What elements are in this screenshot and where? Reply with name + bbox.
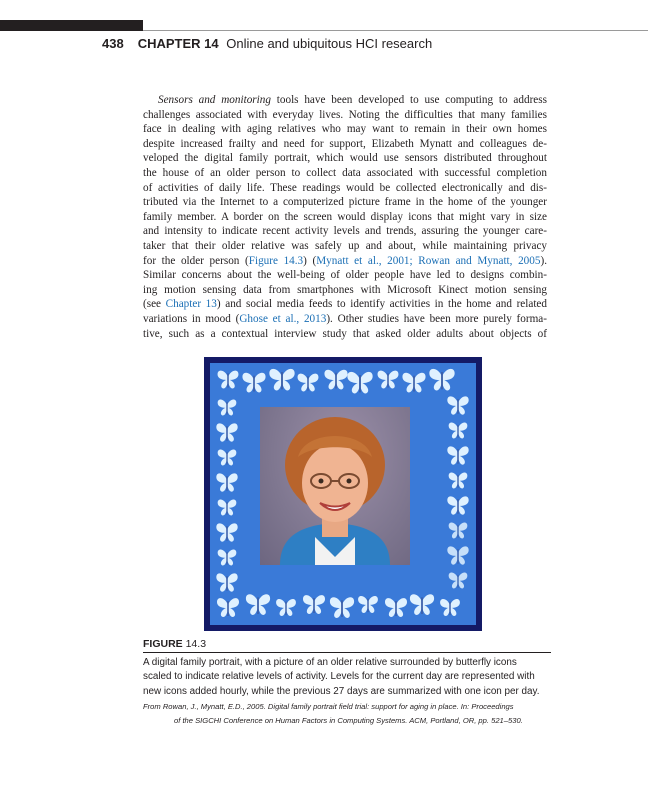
running-header — [102, 36, 432, 51]
butterfly-icon — [440, 599, 460, 616]
butterfly-icon — [378, 371, 399, 389]
butterfly-icon — [216, 473, 237, 491]
cross-reference-link[interactable]: Ghose et al., 2013 — [239, 312, 327, 325]
butterfly-border — [210, 363, 476, 625]
butterfly-icon — [216, 573, 237, 591]
cross-reference-link[interactable]: Chapter 13 — [165, 298, 217, 311]
butterfly-icon — [410, 594, 434, 615]
butterfly-icon — [429, 369, 454, 391]
page-number: 438 — [102, 36, 124, 51]
butterfly-icon — [402, 373, 425, 393]
body-line: (see Chapter 13) and social media feeds to identify activities in the home and related — [143, 298, 547, 311]
butterfly-icon — [269, 369, 294, 391]
butterfly-icon — [330, 597, 354, 618]
emphasis-text: Sensors and monitoring — [158, 94, 271, 106]
header-rule — [143, 30, 648, 31]
body-line: for the older person (Figure 14.3) (Mynatt et al., 2001; Rowan and Mynatt, 2005). — [143, 254, 547, 267]
cross-reference-link[interactable]: Mynatt et al., 2001; Rowan and Mynatt, 2005 — [316, 254, 541, 267]
body-line: tive, such as a contextual interview study that asked older adults about objects of — [143, 327, 547, 340]
butterfly-icon — [218, 399, 237, 415]
body-line: family member. A border on the screen would display icons that might vary in size — [143, 210, 547, 223]
body-line: and intensity to indicate recent activity levels and trends, assuring the younger care- — [143, 225, 547, 238]
butterfly-icon — [449, 522, 468, 538]
butterfly-icon — [447, 446, 468, 464]
body-line: taker that their older relative was safely up and about, while maintaining privacy — [143, 239, 547, 252]
caption-line: A digital family portrait, with a picture of an older relative surrounded by butterfly icons — [143, 657, 517, 668]
figure-digital-family-portrait — [204, 357, 482, 631]
butterfly-icon — [216, 523, 237, 541]
chapter-label: CHAPTER 14 — [137, 36, 219, 51]
butterfly-icon — [324, 370, 347, 390]
body-line: face in dealing with aging relatives who may want to remain in their own homes — [143, 123, 547, 136]
butterfly-icon — [447, 396, 468, 414]
body-line: ing motion sensing data from smartphones with Microsoft Kinect motion sensing — [143, 283, 547, 296]
body-line: the house of an older person to collect data associated with successful completion — [143, 166, 547, 179]
butterfly-icon — [298, 374, 319, 392]
butterfly-icon — [449, 472, 468, 488]
portrait-photo — [260, 407, 410, 565]
butterfly-icon — [449, 422, 468, 438]
butterfly-icon — [218, 549, 237, 565]
butterfly-icon — [347, 372, 372, 394]
butterfly-icon — [218, 449, 237, 465]
butterfly-icon — [246, 594, 270, 615]
butterfly-icon — [218, 371, 239, 389]
figure-rule — [143, 652, 551, 653]
figure-credit — [143, 700, 553, 729]
body-line: tributed via the Internet to a computerized picture frame in the home of the younger — [143, 196, 547, 209]
body-line: of activities of daily life. These readings would be collected electronically and dis- — [143, 181, 547, 194]
butterfly-icon — [449, 572, 468, 588]
cross-reference-link[interactable]: Figure 14.3 — [248, 254, 304, 267]
body-line: variations in mood (Ghose et al., 2013). Other studies have been more purely forma- — [143, 312, 547, 325]
body-line: Similar concerns about the well-being of older people have led to designs combin- — [143, 269, 547, 282]
butterfly-icon — [358, 596, 378, 613]
body-paragraph — [143, 93, 547, 341]
figure-caption — [143, 656, 553, 699]
body-line: Sensors and monitoring tools have been developed to use computing to address — [158, 94, 547, 106]
header-bar — [0, 20, 143, 31]
body-line: challenges associated with everyday lives. Noting the difficulties that many families — [143, 108, 547, 121]
butterfly-icon — [447, 496, 468, 514]
body-line: veloped the digital family portrait, which would use sensors distributed throughout — [143, 152, 547, 165]
caption-line: new icons added hourly, while the previous 27 days are summarized with one icon per day. — [143, 685, 540, 697]
butterfly-icon — [276, 599, 296, 616]
butterfly-icon — [217, 598, 239, 617]
credit-line: of the SIGCHI Conference on Human Factors in Computing Systems. ACM, Portland, OR, pp. 521–530. — [174, 716, 523, 726]
butterfly-icon — [303, 595, 325, 614]
butterfly-icon — [216, 423, 237, 441]
butterfly-icon — [385, 598, 407, 617]
caption-line: scaled to indicate relative levels of activity. Levels for the current day are represented with — [143, 671, 535, 683]
chapter-title: Online and ubiquitous HCI research — [226, 36, 433, 51]
credit-line: From Rowan, J., Mynatt, E.D., 2005. Digital family portrait field trial: support for aging in place. In: Proceedings — [143, 702, 514, 711]
body-line: despite increased frailty and need for support, Elizabeth Mynatt and colleagues de- — [143, 137, 547, 150]
butterfly-icon — [218, 499, 237, 515]
butterfly-icon — [447, 546, 468, 564]
butterfly-icon — [242, 373, 265, 393]
figure-label: FIGURE 14.3 — [143, 638, 207, 650]
